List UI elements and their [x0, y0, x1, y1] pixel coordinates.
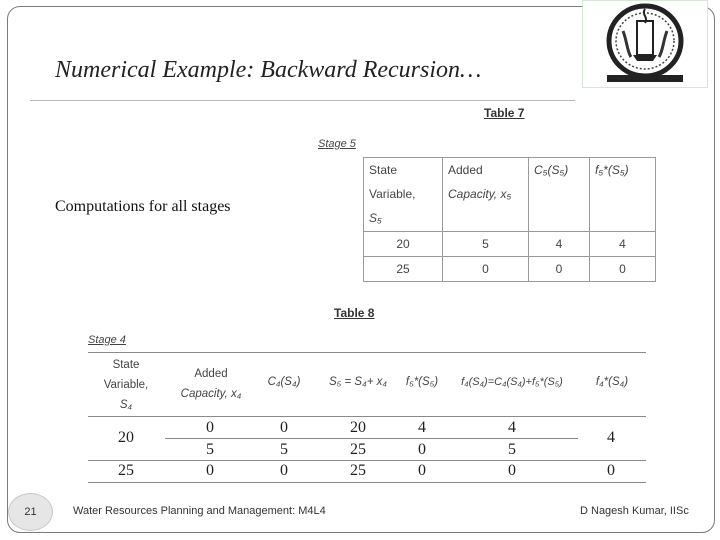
table-row: [364, 257, 656, 282]
table8-cell: 25: [350, 441, 366, 458]
table7-stage-label: Stage 5: [318, 138, 356, 150]
table8-cell: 0: [418, 462, 426, 479]
table8-header-cell: C₄(S₄): [267, 376, 301, 388]
table7-cell: 5: [443, 232, 529, 257]
title-divider: [30, 100, 575, 101]
table7-header-cell: f₅*(S₅): [590, 158, 656, 232]
footer-author: D Nagesh Kumar, IISc: [580, 505, 689, 517]
table7-cell: 0: [529, 257, 590, 282]
table8-header-cell: S₅ = S₄+ x₄: [329, 376, 387, 388]
table7-caption: Table 7: [484, 106, 525, 120]
table7-header-cell: Added Capacity, x₅: [443, 158, 529, 232]
table8-cell: 20: [118, 429, 134, 446]
table7-cell: 0: [590, 257, 656, 282]
table7-header-cell: C₅(S₅): [529, 158, 590, 232]
table8-header-cell: State Variable, S₄: [103, 359, 149, 411]
table8-cell: 0: [508, 462, 516, 479]
footer-course-title: Water Resources Planning and Management: M4L4: [73, 505, 326, 517]
table7-cell: 20: [364, 232, 443, 257]
table8-header-cell: Added Capacity, x₄: [180, 368, 242, 400]
table7-cell: 4: [590, 232, 656, 257]
table8-bottom-rule: [88, 482, 646, 483]
table8-cell: 5: [508, 441, 516, 458]
table8-cell: 4: [607, 429, 615, 446]
table8-inner-rule: [165, 438, 578, 439]
table8-header-cell: f₅*(S₅): [405, 376, 439, 388]
table8-cell: 0: [607, 462, 615, 479]
institute-emblem-icon: [582, 0, 708, 88]
table7-cell: 4: [529, 232, 590, 257]
table8-cell: 5: [280, 441, 288, 458]
table8-cell: 0: [206, 462, 214, 479]
table8-cell: 5: [206, 441, 214, 458]
table8-top-rule: [88, 352, 646, 353]
table-row: [364, 232, 656, 257]
table7-cell: 25: [364, 257, 443, 282]
table7-cell: 0: [443, 257, 529, 282]
slide-title: Numerical Example: Backward Recursion…: [55, 57, 482, 83]
table8-cell: 0: [418, 441, 426, 458]
table8-stage-label: Stage 4: [88, 334, 126, 346]
table8-header-cell: f₄*(S₄): [595, 376, 629, 388]
table8-cell: 0: [280, 419, 288, 436]
table8-cell: 25: [350, 462, 366, 479]
table8-cell: 0: [206, 419, 214, 436]
table8-header-rule: [88, 416, 646, 417]
slide-subtitle: Computations for all stages: [55, 198, 231, 215]
table8-header-cell: f₄(S₄)=C₄(S₄)+f₅*(S₅): [461, 376, 563, 388]
table8-caption: Table 8: [334, 306, 375, 320]
table8-cell: 20: [350, 419, 366, 436]
table7: [363, 157, 656, 282]
table8-row-rule: [88, 460, 646, 461]
table8-cell: 4: [508, 419, 516, 436]
table8-cell: 0: [280, 462, 288, 479]
slide-number: 21: [8, 493, 53, 531]
table7-header-cell: State Variable, S₅: [364, 158, 443, 232]
table8-cell: 4: [418, 419, 426, 436]
table8-cell: 25: [118, 462, 134, 479]
